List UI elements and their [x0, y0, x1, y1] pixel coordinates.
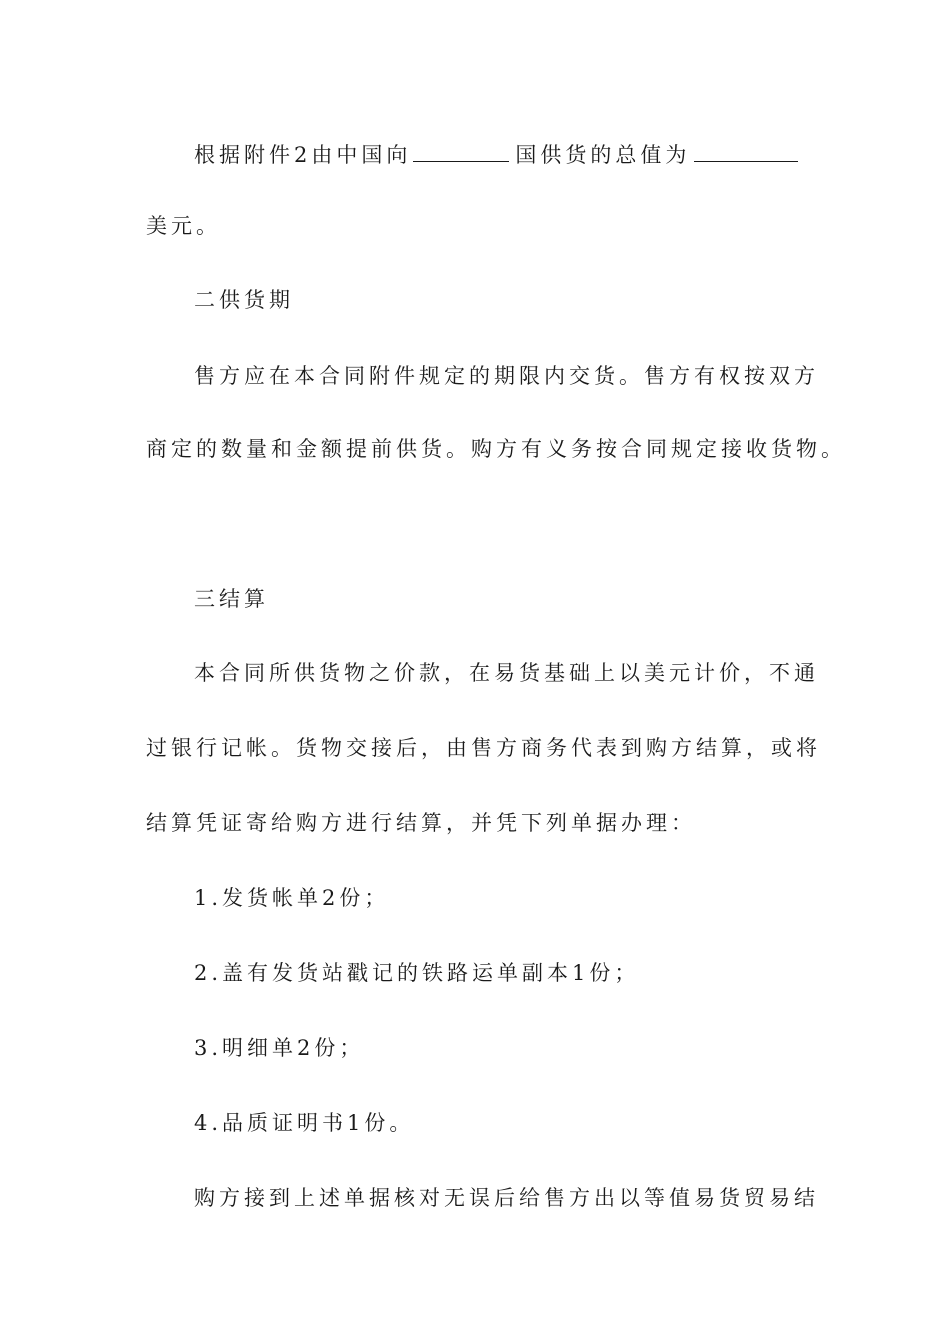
- total-value-paragraph-cont: 美元。: [146, 214, 221, 238]
- country-blank-field[interactable]: [413, 139, 509, 162]
- document-list-item: 2.盖有发货站戳记的铁路运单副本1份；: [194, 961, 640, 985]
- delivery-paragraph-line-1: 售方应在本合同附件规定的期限内交货。售方有权按双方: [194, 364, 819, 388]
- settlement-paragraph-line-3: 结算凭证寄给购方进行结算，并凭下列单据办理：: [146, 811, 696, 835]
- section-heading-delivery-period: 二供货期: [194, 288, 294, 312]
- total-value-text-1: 根据附件2由中国向: [194, 143, 412, 167]
- total-value-text-2: 国供货的总值为: [515, 143, 691, 167]
- total-value-paragraph: [194, 139, 854, 170]
- delivery-paragraph-line-2: 商定的数量和金额提前供货。购方有义务按合同规定接收货物。: [146, 437, 846, 461]
- settlement-paragraph-line-2: 过银行记帐。货物交接后，由售方商务代表到购方结算，或将: [146, 736, 821, 760]
- document-list-item: 4.品质证明书1份。: [194, 1111, 415, 1135]
- amount-blank-field[interactable]: [694, 139, 798, 162]
- document-list-item: 3.明细单2份；: [194, 1036, 365, 1060]
- document-list-item: 1.发货帐单2份；: [194, 886, 390, 910]
- section-heading-settlement: 三结算: [194, 587, 269, 611]
- settlement-paragraph-line-1: 本合同所供货物之价款，在易货基础上以美元计价，不通: [194, 661, 819, 685]
- verification-paragraph-line-1: 购方接到上述单据核对无误后给售方出以等值易货贸易结: [194, 1186, 819, 1210]
